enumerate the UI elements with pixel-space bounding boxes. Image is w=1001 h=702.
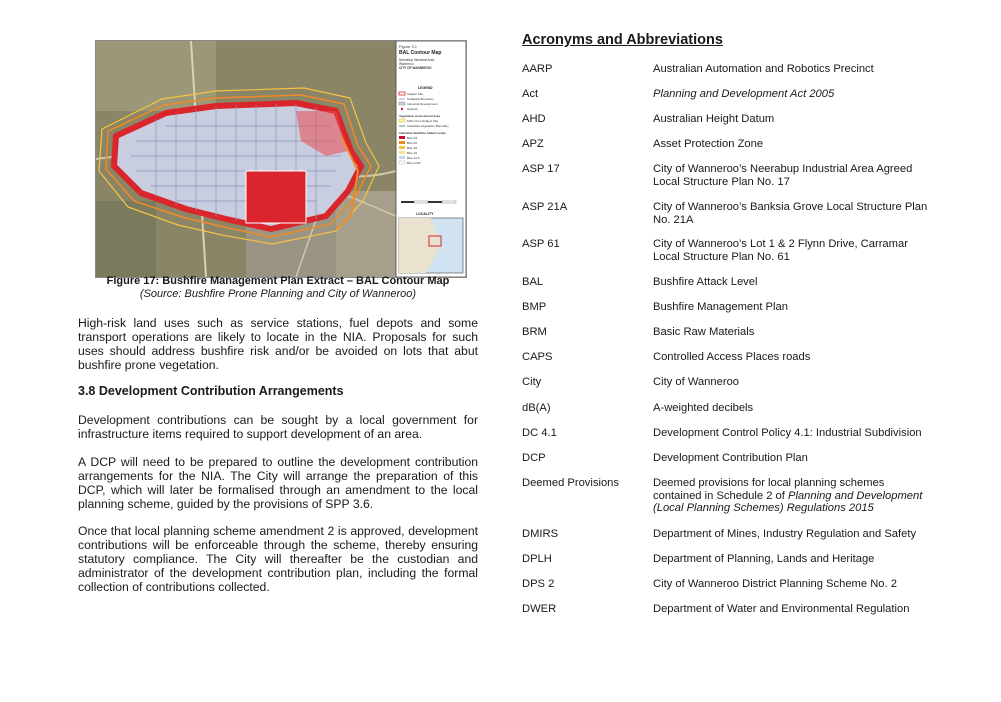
svg-text:Hydrant: Hydrant <box>407 107 418 111</box>
svg-text:BAL-FZ: BAL-FZ <box>407 136 418 140</box>
acronym-term: DCP <box>522 452 546 464</box>
acronym-definition: A-weighted decibels <box>653 402 754 414</box>
svg-text:BAL-29: BAL-29 <box>407 146 418 150</box>
acronym-definition: Australian Automation and Robotics Precinct <box>653 63 874 75</box>
acronym-term: DWER <box>522 603 557 615</box>
acronym-term: ASP 61 <box>522 238 560 250</box>
figure-title: Figure 17: Bushfire Management Plan Extract – BAL Contour Map <box>106 275 450 287</box>
acronym-term: AHD <box>522 113 546 125</box>
svg-text:Wanneroo: Wanneroo <box>399 62 414 66</box>
paragraph-high-risk-uses: High-risk land uses such as service stations, fuel depots and some transport operations are likely to locate in the NIA. Proposals for such uses should address bushfire risk and/or be avoided on lots that abut bushfire prone vegetation. <box>78 316 478 372</box>
acronym-term: ASP 21A <box>522 201 568 213</box>
acronym-definition: Asset Protection Zone <box>653 138 764 150</box>
acronym-term: City <box>522 376 542 388</box>
acronym-definition: Development Contribution Plan <box>653 452 808 464</box>
bal-contour-map <box>95 40 467 278</box>
acronym-definition: City of Wanneroo’s Neerabup Industrial Area Agreed Local Structure Plan No. 17 <box>653 163 913 188</box>
acronym-definition: City of Wanneroo District Planning Scheme No. 2 <box>653 578 897 590</box>
acronym-definition: Development Control Policy 4.1: Industrial Subdivision <box>653 427 922 439</box>
acronym-definition: Bushfire Attack Level <box>653 276 758 288</box>
acronym-definition: Basic Raw Materials <box>653 326 755 338</box>
acronym-definition: Bushfire Management Plan <box>653 301 788 313</box>
svg-text:BAL Contour Map: BAL Contour Map <box>399 50 442 56</box>
svg-text:Cadastral Boundary: Cadastral Boundary <box>407 97 434 101</box>
svg-text:100m from Subject Site: 100m from Subject Site <box>407 119 439 123</box>
acronym-term: AARP <box>522 63 553 75</box>
acronym-definition: Planning and Development Act 2005 <box>653 88 835 100</box>
acronym-definition-italic: Planning and Development (Local Planning Schemes) Regulations 2015 <box>653 489 923 515</box>
acronym-term: APZ <box>522 138 544 150</box>
svg-text:Figure 3.1: Figure 3.1 <box>399 44 418 49</box>
acronyms-title: Acronyms and Abbreviations <box>522 32 723 48</box>
paragraph-dcp-preparation: A DCP will need to be prepared to outline the development contribution arrangements for the NIA. The City will arrange the preparation of this DCP, which will later be formalised through an amendment to the local planning scheme, guided by the provisions of SPP 3.6. <box>78 455 478 511</box>
acronym-definition <box>653 477 933 515</box>
svg-text:BAL-LOW: BAL-LOW <box>407 161 421 165</box>
acronym-term: dB(A) <box>522 402 551 414</box>
acronym-term: DPLH <box>522 553 552 565</box>
svg-text:BAL-40: BAL-40 <box>407 141 418 145</box>
svg-text:Indicative Bushfire Attack Lev: Indicative Bushfire Attack Levels <box>399 131 446 135</box>
svg-text:Classified Vegetation Boundary: Classified Vegetation Boundary <box>407 124 449 128</box>
acronym-term: ASP 17 <box>522 163 560 175</box>
figure-source: (Source: Bushfire Prone Planning and City of Wanneroo) <box>139 288 417 300</box>
acronym-definition: City of Wanneroo’s Lot 1 & 2 Flynn Drive, Carramar Local Structure Plan No. 61 <box>653 238 908 263</box>
acronym-term: DC 4.1 <box>522 427 557 439</box>
acronym-definition: Controlled Access Places roads <box>653 351 811 363</box>
acronym-term: BRM <box>522 326 547 338</box>
figure-caption <box>78 275 478 301</box>
acronym-definition: Australian Height Datum <box>653 113 775 125</box>
bal-fz-zone <box>246 171 306 223</box>
acronym-term: Act <box>522 88 539 100</box>
svg-text:CITY OF WANNEROO: CITY OF WANNEROO <box>399 66 432 70</box>
acronym-term: CAPS <box>522 351 553 363</box>
svg-text:Subject Site: Subject Site <box>407 92 424 96</box>
acronym-definition-plain: Deemed provisions for local planning schemes contained in Schedule 2 of <box>653 477 885 502</box>
svg-text:LEGEND: LEGEND <box>418 86 433 90</box>
svg-text:LOCALITY: LOCALITY <box>416 212 434 216</box>
svg-text:BAL-19: BAL-19 <box>407 151 418 155</box>
acronym-definition: Department of Water and Environmental Regulation <box>653 603 910 615</box>
svg-text:Vegetation Assessment Area: Vegetation Assessment Area <box>399 114 440 118</box>
svg-text:Industrial Development: Industrial Development <box>407 102 438 106</box>
acronym-term: Deemed Provisions <box>522 477 620 489</box>
acronym-term: BAL <box>522 276 544 288</box>
section-heading-3-8: 3.8 Development Contribution Arrangements <box>78 384 344 398</box>
acronym-term: DPS 2 <box>522 578 555 590</box>
acronym-definition: Department of Mines, Industry Regulation and Safety <box>653 528 917 540</box>
acronym-definition: City of Wanneroo’s Banksia Grove Local Structure Plan No. 21A <box>653 201 928 226</box>
paragraph-scheme-amendment: Once that local planning scheme amendment 2 is approved, development contributions will be enforceable through the scheme, thereby ensuring statutory compliance. The City will thereafter be the custodian and administrator of the development contribution plan, including the formal collection of contributions collected. <box>78 524 478 594</box>
paragraph-contributions: Development contributions can be sought by a local government for infrastructure items required to support development of an area. <box>78 413 478 441</box>
acronym-term: BMP <box>522 301 547 313</box>
acronym-definition: Department of Planning, Lands and Heritage <box>653 553 875 565</box>
svg-text:Neerabup Industrial Area: Neerabup Industrial Area <box>399 58 435 62</box>
acronym-definition: City of Wanneroo <box>653 376 740 388</box>
acronym-term: DMIRS <box>522 528 559 540</box>
svg-text:BAL-12.5: BAL-12.5 <box>407 156 420 160</box>
map-graphic <box>96 41 466 277</box>
